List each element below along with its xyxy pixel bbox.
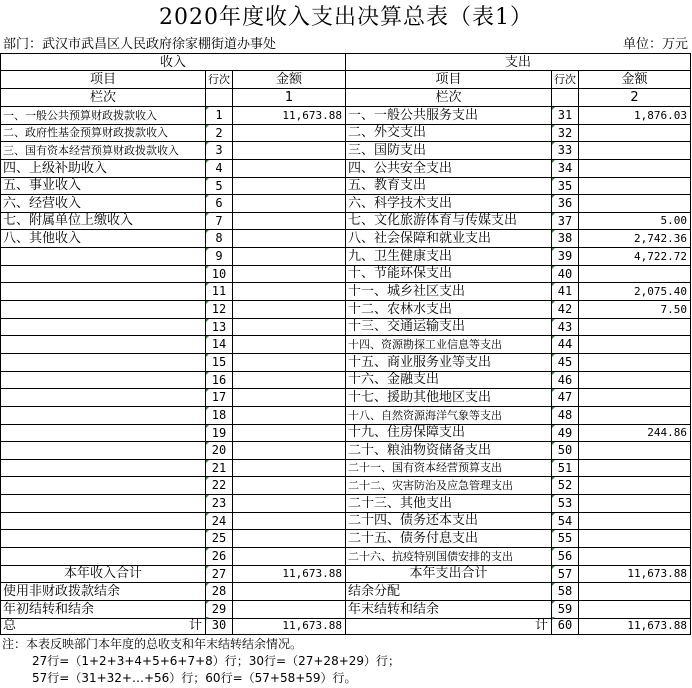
income-line-number: 28 [206, 583, 233, 601]
income-line-number: 14 [206, 336, 233, 354]
income-amount [233, 301, 346, 319]
income-amount [233, 425, 346, 442]
expense-item-name: 十三、交通运输支出 [346, 319, 552, 336]
expense-amount [579, 460, 691, 477]
income-amount [233, 495, 346, 513]
income-line-number: 16 [206, 372, 233, 389]
income-section-header: 收入 [0, 53, 346, 71]
expense-column-number: 2 [579, 89, 691, 107]
income-item-name: 三、国有资本经营预算财政拨款收入 [0, 142, 206, 160]
income-column-blank [206, 89, 233, 107]
income-amount [233, 213, 346, 230]
expense-amount: 244.86 [579, 425, 691, 442]
income-amount: 11,673.88 [233, 566, 346, 583]
expense-line-number: 47 [552, 389, 579, 407]
income-amount [233, 178, 346, 195]
expense-amount [579, 178, 691, 195]
income-column-number: 1 [233, 89, 346, 107]
expense-column-label: 栏次 [346, 89, 552, 107]
income-item-name [0, 336, 206, 354]
income-line-number: 26 [206, 548, 233, 566]
expense-item-name: 七、文化旅游体育与传媒支出 [346, 213, 552, 230]
expense-amount: 11,673.88 [579, 566, 691, 583]
income-amount [233, 336, 346, 354]
expense-line-number: 52 [552, 477, 579, 495]
expense-item-name: 一、一般公共服务支出 [346, 107, 552, 125]
expense-line-number: 38 [552, 230, 579, 248]
expense-amount [579, 336, 691, 354]
expense-item-name: 八、社会保障和就业支出 [346, 230, 552, 248]
income-grand-total-label [0, 617, 206, 635]
income-item-name: 一、一般公共预算财政拨款收入 [0, 107, 206, 125]
income-line-number: 3 [206, 142, 233, 160]
expense-line-number: 31 [552, 107, 579, 125]
expense-line-number: 51 [552, 460, 579, 477]
expense-amount [579, 160, 691, 178]
expense-line-number: 50 [552, 442, 579, 460]
income-line-number: 17 [206, 389, 233, 407]
expense-line-number: 58 [552, 583, 579, 601]
income-amount [233, 530, 346, 548]
expense-item-header: 项目 [346, 71, 552, 89]
income-amount [233, 372, 346, 389]
expense-item-name: 十四、资源勘探工业信息等支出 [346, 336, 552, 354]
income-grand-total-amount: 11,673.88 [233, 617, 346, 635]
income-amount [233, 283, 346, 301]
income-item-name [0, 283, 206, 301]
expense-amount [579, 319, 691, 336]
expense-amount [579, 125, 691, 142]
income-item-name [0, 513, 206, 530]
expense-item-name: 十九、住房保障支出 [346, 425, 552, 442]
income-line-number: 20 [206, 442, 233, 460]
expense-line-number: 59 [552, 601, 579, 619]
note-line: 注：本表反映部门本年度的总收支和年末结转结余情况。 [2, 637, 303, 651]
expense-amount: 2,742.36 [579, 230, 691, 248]
expense-item-name: 十七、援助其他地区支出 [346, 389, 552, 407]
income-item-name [0, 407, 206, 425]
expense-line-number: 40 [552, 266, 579, 283]
income-item-name [0, 266, 206, 283]
income-item-name [0, 389, 206, 407]
unit-label: 单位：万元 [622, 37, 688, 52]
income-line-number: 9 [206, 248, 233, 266]
expense-line-number: 45 [552, 354, 579, 372]
income-column-label: 栏次 [0, 89, 206, 107]
income-item-name: 六、经营收入 [0, 195, 206, 213]
expense-item-name: 二、外交支出 [346, 125, 552, 142]
expense-amount [579, 513, 691, 530]
income-amount: 11,673.88 [233, 107, 346, 125]
expense-amount [579, 407, 691, 425]
expense-amount: 5.00 [579, 213, 691, 230]
expense-line-number: 54 [552, 513, 579, 530]
income-amount-header: 金额 [233, 71, 346, 89]
income-amount [233, 407, 346, 425]
expense-amount-header: 金额 [579, 71, 691, 89]
total-char-right: 计 [188, 618, 202, 633]
income-line-number: 18 [206, 407, 233, 425]
income-item-name [0, 442, 206, 460]
expense-amount: 4,722.72 [579, 248, 691, 266]
expense-line-number: 57 [552, 566, 579, 583]
income-item-name: 八、其他收入 [0, 230, 206, 248]
income-item-name [0, 354, 206, 372]
income-amount [233, 389, 346, 407]
expense-line-number: 42 [552, 301, 579, 319]
expense-line-number: 48 [552, 407, 579, 425]
expense-item-name: 三、国防支出 [346, 142, 552, 160]
expense-item-name: 五、教育支出 [346, 178, 552, 195]
income-line-number: 15 [206, 354, 233, 372]
income-item-name [0, 425, 206, 442]
income-item-header: 项目 [0, 71, 206, 89]
expense-line-number: 35 [552, 178, 579, 195]
income-item-name: 年初结转和结余 [0, 601, 206, 619]
income-line-number: 5 [206, 178, 233, 195]
income-amount [233, 354, 346, 372]
expense-item-name: 十二、农林水支出 [346, 301, 552, 319]
income-line-number: 19 [206, 425, 233, 442]
income-line-number: 4 [206, 160, 233, 178]
income-amount [233, 477, 346, 495]
expense-amount [579, 583, 691, 601]
income-line-number: 10 [206, 266, 233, 283]
expense-column-blank [552, 89, 579, 107]
expense-item-name: 本年支出合计 [346, 566, 552, 583]
income-line-number: 8 [206, 230, 233, 248]
footnotes [2, 636, 690, 687]
expense-line-number: 43 [552, 319, 579, 336]
income-item-name [0, 495, 206, 513]
income-amount [233, 548, 346, 566]
income-amount [233, 142, 346, 160]
expense-item-name: 四、公共安全支出 [346, 160, 552, 178]
expense-line-number: 37 [552, 213, 579, 230]
income-line-number: 27 [206, 566, 233, 583]
expense-line-number: 53 [552, 495, 579, 513]
expense-amount: 7.50 [579, 301, 691, 319]
expense-line-number: 55 [552, 530, 579, 548]
expense-amount [579, 195, 691, 213]
income-item-name: 四、上级补助收入 [0, 160, 206, 178]
expense-section-header: 支出 [346, 53, 691, 71]
expense-item-name: 二十六、抗疫特别国债安排的支出 [346, 548, 552, 566]
income-line-number: 22 [206, 477, 233, 495]
income-line-number: 2 [206, 125, 233, 142]
income-line-number: 12 [206, 301, 233, 319]
total-char-left: 总 [3, 618, 17, 633]
expense-item-name: 十一、城乡社区支出 [346, 283, 552, 301]
expense-item-name: 二十一、国有资本经营预算支出 [346, 460, 552, 477]
income-amount [233, 460, 346, 477]
expense-amount: 2,075.40 [579, 283, 691, 301]
income-item-name [0, 477, 206, 495]
expense-line-number: 32 [552, 125, 579, 142]
department-label: 部门：武汉市武昌区人民政府徐家棚街道办事处 [3, 37, 277, 52]
income-line-number: 25 [206, 530, 233, 548]
expense-grand-total-line: 60 [552, 617, 579, 635]
income-amount [233, 160, 346, 178]
expense-amount [579, 372, 691, 389]
expense-amount [579, 548, 691, 566]
expense-line-number: 49 [552, 425, 579, 442]
expense-item-name: 年末结转和结余 [346, 601, 552, 619]
income-item-name: 二、政府性基金预算财政拨款收入 [0, 125, 206, 142]
income-grand-total-line: 30 [206, 617, 233, 635]
expense-item-name: 九、卫生健康支出 [346, 248, 552, 266]
expense-line-number: 41 [552, 283, 579, 301]
income-item-name: 使用非财政拨款结余 [0, 583, 206, 601]
income-amount [233, 442, 346, 460]
report-title: 2020年度收入支出决算总表（表1） [159, 5, 533, 30]
expense-item-name: 十、节能环保支出 [346, 266, 552, 283]
expense-line-number: 34 [552, 160, 579, 178]
expense-amount [579, 389, 691, 407]
expense-amount [579, 354, 691, 372]
income-amount [233, 125, 346, 142]
income-item-name [0, 372, 206, 389]
expense-item-name: 二十四、债务还本支出 [346, 513, 552, 530]
income-line-number: 21 [206, 460, 233, 477]
expense-amount: 1,876.03 [579, 107, 691, 125]
expense-item-name: 二十五、债务付息支出 [346, 530, 552, 548]
income-item-name [0, 248, 206, 266]
note-line: 57行=（31+32+…+56）行；60行=（57+58+59）行。 [32, 671, 357, 685]
income-line-number: 13 [206, 319, 233, 336]
income-amount [233, 583, 346, 601]
expense-item-name: 十八、自然资源海洋气象等支出 [346, 407, 552, 425]
income-line-number: 24 [206, 513, 233, 530]
expense-amount [579, 142, 691, 160]
expense-item-name: 十五、商业服务业等支出 [346, 354, 552, 372]
income-amount [233, 195, 346, 213]
income-line-number: 7 [206, 213, 233, 230]
expense-item-name: 结余分配 [346, 583, 552, 601]
income-line-number: 23 [206, 495, 233, 513]
expense-line-number: 33 [552, 142, 579, 160]
income-item-name: 五、事业收入 [0, 178, 206, 195]
expense-amount [579, 530, 691, 548]
income-item-name [0, 548, 206, 566]
expense-line-number: 56 [552, 548, 579, 566]
income-item-name [0, 460, 206, 477]
income-amount [233, 230, 346, 248]
income-line-header: 行次 [206, 71, 233, 89]
income-amount [233, 266, 346, 283]
expense-amount [579, 495, 691, 513]
income-line-number: 1 [206, 107, 233, 125]
income-line-number: 6 [206, 195, 233, 213]
income-item-name [0, 319, 206, 336]
income-amount [233, 513, 346, 530]
income-line-number: 11 [206, 283, 233, 301]
income-item-name [0, 301, 206, 319]
expense-amount [579, 477, 691, 495]
expense-amount [579, 266, 691, 283]
expense-line-number: 44 [552, 336, 579, 354]
income-amount [233, 319, 346, 336]
income-item-name: 七、附属单位上缴收入 [0, 213, 206, 230]
expense-item-name: 二十三、其他支出 [346, 495, 552, 513]
expense-grand-total-label: 计 [346, 617, 552, 635]
expense-item-name: 六、科学技术支出 [346, 195, 552, 213]
expense-amount [579, 442, 691, 460]
expense-grand-total-amount: 11,673.88 [579, 617, 691, 635]
note-line: 27行=（1+2+3+4+5+6+7+8）行；30行=（27+28+29）行； [32, 654, 401, 668]
expense-item-name: 二十、粮油物资储备支出 [346, 442, 552, 460]
expense-line-number: 46 [552, 372, 579, 389]
income-line-number: 29 [206, 601, 233, 619]
expense-line-number: 39 [552, 248, 579, 266]
expense-line-header: 行次 [552, 71, 579, 89]
expense-line-number: 36 [552, 195, 579, 213]
income-amount [233, 248, 346, 266]
income-item-name: 本年收入合计 [0, 566, 206, 583]
expense-item-name: 二十二、灾害防治及应急管理支出 [346, 477, 552, 495]
expense-item-name: 十六、金融支出 [346, 372, 552, 389]
income-item-name [0, 530, 206, 548]
budget-table [0, 53, 692, 634]
